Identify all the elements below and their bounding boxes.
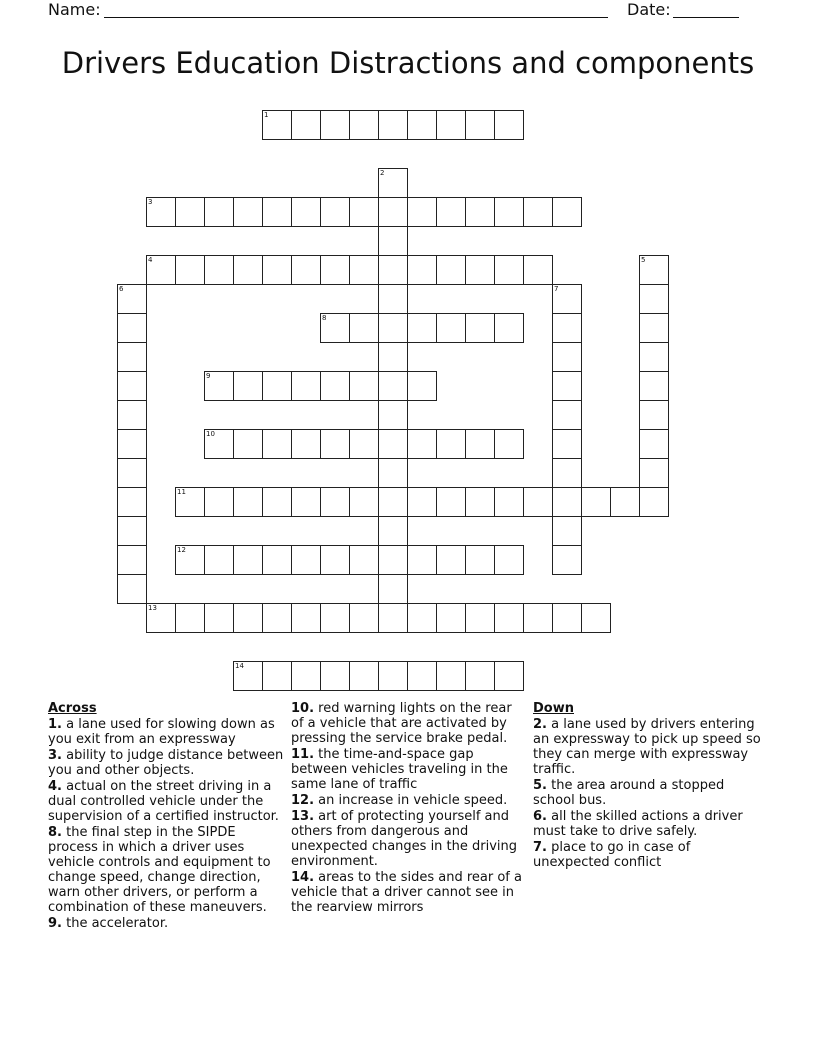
- clue-number: 9: [206, 372, 211, 380]
- date-label: Date:: [627, 0, 671, 19]
- clue-item: [533, 778, 769, 808]
- grid-cell[interactable]: [639, 313, 669, 343]
- grid-cell[interactable]: [291, 545, 321, 575]
- grid-cell[interactable]: [639, 400, 669, 430]
- clue-number: 7: [554, 285, 559, 293]
- grid-cell[interactable]: [378, 110, 408, 140]
- grid-cell[interactable]: [320, 603, 350, 633]
- grid-cell[interactable]: [320, 661, 350, 691]
- grid-cell[interactable]: [552, 284, 582, 314]
- clue-item-text: the area around a stopped school bus.: [533, 778, 725, 808]
- grid-cell[interactable]: [639, 487, 669, 517]
- grid-cell[interactable]: [465, 545, 495, 575]
- grid-cell[interactable]: [117, 458, 147, 488]
- grid-cell[interactable]: [146, 255, 176, 285]
- grid-cell[interactable]: [407, 255, 437, 285]
- clue-item: [48, 748, 284, 778]
- grid-cell[interactable]: [378, 661, 408, 691]
- grid-cell[interactable]: [378, 226, 408, 256]
- grid-cell[interactable]: [407, 371, 437, 401]
- grid-cell[interactable]: [552, 603, 582, 633]
- grid-cell[interactable]: [320, 429, 350, 459]
- grid-cell[interactable]: [262, 371, 292, 401]
- grid-cell[interactable]: [552, 400, 582, 430]
- grid-cell[interactable]: [349, 197, 379, 227]
- grid-cell[interactable]: [378, 603, 408, 633]
- grid-cell[interactable]: [378, 487, 408, 517]
- clue-item: [533, 840, 769, 870]
- grid-cell[interactable]: [291, 371, 321, 401]
- grid-cell[interactable]: [320, 487, 350, 517]
- grid-cell[interactable]: [407, 487, 437, 517]
- grid-cell[interactable]: [378, 197, 408, 227]
- grid-cell[interactable]: [291, 255, 321, 285]
- clue-item: [48, 779, 284, 824]
- grid-cell[interactable]: [494, 603, 524, 633]
- clue-item-number: 13.: [291, 809, 315, 824]
- clue-item-number: 9.: [48, 916, 62, 931]
- grid-cell[interactable]: [407, 197, 437, 227]
- grid-cell[interactable]: [552, 516, 582, 546]
- clue-item: [291, 870, 527, 915]
- clue-number: 5: [641, 256, 646, 264]
- clue-number: 12: [177, 546, 186, 554]
- grid-cell[interactable]: [523, 487, 553, 517]
- clue-item-number: 5.: [533, 778, 547, 793]
- clue-item-text: the accelerator.: [61, 916, 169, 931]
- grid-cell[interactable]: [204, 603, 234, 633]
- clue-item-text: actual on the street driving in a dual controlled vehicle under the supervision of a certified instructor.: [48, 779, 279, 824]
- grid-cell[interactable]: [639, 255, 669, 285]
- clue-item-text: ability to judge distance between you and other objects.: [48, 748, 284, 778]
- clue-number: 11: [177, 488, 186, 496]
- grid-cell[interactable]: [378, 400, 408, 430]
- grid-cell[interactable]: [262, 487, 292, 517]
- grid-cell[interactable]: [378, 284, 408, 314]
- grid-cell[interactable]: [262, 603, 292, 633]
- grid-cell[interactable]: [146, 603, 176, 633]
- grid-cell[interactable]: [494, 661, 524, 691]
- clue-number: 3: [148, 198, 153, 206]
- clue-item: [48, 717, 284, 747]
- grid-cell[interactable]: [465, 487, 495, 517]
- grid-cell[interactable]: [639, 284, 669, 314]
- grid-cell[interactable]: [523, 603, 553, 633]
- grid-cell[interactable]: [639, 458, 669, 488]
- grid-cell[interactable]: [320, 371, 350, 401]
- grid-cell[interactable]: [204, 197, 234, 227]
- grid-cell[interactable]: [552, 458, 582, 488]
- clue-item-text: all the skilled actions a driver must take to drive safely.: [533, 809, 743, 839]
- grid-cell[interactable]: [349, 110, 379, 140]
- grid-cell[interactable]: [233, 603, 263, 633]
- grid-cell[interactable]: [494, 487, 524, 517]
- grid-cell[interactable]: [320, 545, 350, 575]
- grid-cell[interactable]: [610, 487, 640, 517]
- grid-cell[interactable]: [407, 661, 437, 691]
- grid-cell[interactable]: [378, 574, 408, 604]
- grid-cell[interactable]: [262, 545, 292, 575]
- grid-cell[interactable]: [117, 400, 147, 430]
- grid-cell[interactable]: [378, 342, 408, 372]
- grid-cell[interactable]: [465, 429, 495, 459]
- down-clues-column: [533, 701, 769, 871]
- grid-cell[interactable]: [233, 255, 263, 285]
- grid-cell[interactable]: [552, 487, 582, 517]
- grid-cell[interactable]: [552, 313, 582, 343]
- clue-number: 6: [119, 285, 124, 293]
- grid-cell[interactable]: [117, 574, 147, 604]
- clue-number: 10: [206, 430, 215, 438]
- grid-cell[interactable]: [378, 545, 408, 575]
- clue-number: 13: [148, 604, 157, 612]
- grid-cell[interactable]: [378, 371, 408, 401]
- grid-cell[interactable]: [117, 545, 147, 575]
- clue-item: [48, 916, 284, 931]
- grid-cell[interactable]: [204, 545, 234, 575]
- grid-cell[interactable]: [639, 429, 669, 459]
- grid-cell[interactable]: [349, 255, 379, 285]
- clue-item: [533, 717, 769, 777]
- grid-cell[interactable]: [117, 342, 147, 372]
- grid-cell[interactable]: [494, 110, 524, 140]
- grid-cell[interactable]: [262, 429, 292, 459]
- grid-cell[interactable]: [436, 313, 466, 343]
- clue-item-text: the final step in the SIPDE process in which a driver uses vehicle controls and equipment to change speed, change direction, warn other drivers, or perform a combination of these maneuvers.: [48, 825, 271, 915]
- grid-cell[interactable]: [436, 545, 466, 575]
- grid-cell[interactable]: [465, 313, 495, 343]
- grid-cell[interactable]: [378, 516, 408, 546]
- grid-cell[interactable]: [552, 545, 582, 575]
- down-heading: Down: [533, 701, 574, 716]
- grid-cell[interactable]: [291, 429, 321, 459]
- grid-cell[interactable]: [320, 313, 350, 343]
- grid-cell[interactable]: [494, 545, 524, 575]
- grid-cell[interactable]: [204, 371, 234, 401]
- clue-item-number: 7.: [533, 840, 547, 855]
- grid-cell[interactable]: [349, 661, 379, 691]
- grid-cell[interactable]: [320, 255, 350, 285]
- grid-cell[interactable]: [291, 197, 321, 227]
- clue-item-text: areas to the sides and rear of a vehicle that a driver cannot see in the rearview mirrors: [291, 870, 522, 915]
- grid-cell[interactable]: [407, 545, 437, 575]
- grid-cell[interactable]: [581, 487, 611, 517]
- grid-cell[interactable]: [523, 255, 553, 285]
- grid-cell[interactable]: [233, 487, 263, 517]
- clue-item: [291, 793, 527, 808]
- grid-cell[interactable]: [349, 313, 379, 343]
- clue-number: 4: [148, 256, 153, 264]
- grid-cell[interactable]: [436, 110, 466, 140]
- clue-item-number: 12.: [291, 793, 315, 808]
- grid-cell[interactable]: [117, 487, 147, 517]
- clue-item: [48, 825, 284, 915]
- grid-cell[interactable]: [320, 197, 350, 227]
- clue-number: 8: [322, 314, 327, 322]
- across-clues-column-2: [291, 701, 527, 916]
- grid-cell[interactable]: [117, 516, 147, 546]
- grid-cell[interactable]: [465, 255, 495, 285]
- clue-item-number: 2.: [533, 717, 547, 732]
- grid-cell[interactable]: [639, 342, 669, 372]
- clue-item-text: a lane used by drivers entering an expressway to pick up speed so they can merge with expressway traffic.: [533, 717, 761, 777]
- clue-number: 2: [380, 169, 385, 177]
- grid-cell[interactable]: [175, 197, 205, 227]
- grid-cell[interactable]: [407, 110, 437, 140]
- clue-item-number: 6.: [533, 809, 547, 824]
- grid-cell[interactable]: [465, 197, 495, 227]
- grid-cell[interactable]: [233, 371, 263, 401]
- grid-cell[interactable]: [581, 603, 611, 633]
- clue-item-number: 8.: [48, 825, 62, 840]
- clue-item-number: 11.: [291, 747, 315, 762]
- grid-cell[interactable]: [552, 342, 582, 372]
- grid-cell[interactable]: [117, 371, 147, 401]
- grid-cell[interactable]: [552, 197, 582, 227]
- clue-item-number: 14.: [291, 870, 315, 885]
- grid-cell[interactable]: [378, 255, 408, 285]
- grid-cell[interactable]: [204, 255, 234, 285]
- clue-item-number: 1.: [48, 717, 62, 732]
- grid-cell[interactable]: [552, 429, 582, 459]
- across-heading: Across: [48, 701, 97, 716]
- clue-item-text: art of protecting yourself and others from dangerous and unexpected changes in the driving environment.: [291, 809, 518, 869]
- grid-cell[interactable]: [262, 110, 292, 140]
- grid-cell[interactable]: [436, 255, 466, 285]
- grid-cell[interactable]: [291, 487, 321, 517]
- grid-cell[interactable]: [291, 603, 321, 633]
- grid-cell[interactable]: [262, 255, 292, 285]
- grid-cell[interactable]: [175, 487, 205, 517]
- grid-cell[interactable]: [378, 429, 408, 459]
- clue-item-number: 3.: [48, 748, 62, 763]
- name-label: Name:: [48, 0, 101, 19]
- grid-cell[interactable]: [436, 661, 466, 691]
- clue-item: [533, 809, 769, 839]
- grid-cell[interactable]: [349, 487, 379, 517]
- grid-cell[interactable]: [291, 110, 321, 140]
- grid-cell[interactable]: [146, 197, 176, 227]
- grid-cell[interactable]: [465, 661, 495, 691]
- grid-cell[interactable]: [436, 487, 466, 517]
- grid-cell[interactable]: [494, 197, 524, 227]
- grid-cell[interactable]: [262, 661, 292, 691]
- clue-item-number: 10.: [291, 701, 315, 716]
- grid-cell[interactable]: [117, 284, 147, 314]
- clue-item-text: red warning lights on the rear of a vehicle that are activated by pressing the service brake pedal.: [291, 701, 512, 746]
- clue-item-text: an increase in vehicle speed.: [314, 793, 508, 808]
- grid-cell[interactable]: [407, 313, 437, 343]
- grid-cell[interactable]: [407, 603, 437, 633]
- grid-cell[interactable]: [465, 110, 495, 140]
- grid-cell[interactable]: [494, 429, 524, 459]
- grid-cell[interactable]: [494, 313, 524, 343]
- grid-cell[interactable]: [233, 545, 263, 575]
- grid-cell[interactable]: [117, 429, 147, 459]
- grid-cell[interactable]: [436, 429, 466, 459]
- clue-item-number: 4.: [48, 779, 62, 794]
- grid-cell[interactable]: [233, 429, 263, 459]
- grid-cell[interactable]: [349, 603, 379, 633]
- grid-cell[interactable]: [204, 487, 234, 517]
- grid-cell[interactable]: [233, 197, 263, 227]
- grid-cell[interactable]: [175, 603, 205, 633]
- grid-cell[interactable]: [320, 110, 350, 140]
- grid-cell[interactable]: [117, 313, 147, 343]
- clue-item: [291, 809, 527, 869]
- page-title: Drivers Education Distractions and components: [61, 46, 755, 80]
- grid-cell[interactable]: [262, 197, 292, 227]
- clue-number: 14: [235, 662, 244, 670]
- clue-item-text: place to go in case of unexpected conflict: [533, 840, 691, 870]
- grid-cell[interactable]: [378, 313, 408, 343]
- grid-cell[interactable]: [523, 197, 553, 227]
- grid-cell[interactable]: [349, 545, 379, 575]
- grid-cell[interactable]: [349, 429, 379, 459]
- grid-cell[interactable]: [349, 371, 379, 401]
- grid-cell[interactable]: [378, 168, 408, 198]
- grid-cell[interactable]: [378, 458, 408, 488]
- grid-cell[interactable]: [494, 255, 524, 285]
- clue-number: 1: [264, 111, 269, 119]
- across-clues-column-1: [48, 701, 284, 932]
- grid-cell[interactable]: [639, 371, 669, 401]
- grid-cell[interactable]: [407, 429, 437, 459]
- grid-cell[interactable]: [175, 255, 205, 285]
- clue-item-text: the time-and-space gap between vehicles traveling in the same lane of traffic: [291, 747, 508, 792]
- clue-item-text: a lane used for slowing down as you exit from an expressway: [48, 717, 275, 747]
- clue-item: [291, 747, 527, 792]
- clue-item: [291, 701, 527, 746]
- grid-cell[interactable]: [436, 197, 466, 227]
- grid-cell[interactable]: [291, 661, 321, 691]
- grid-cell[interactable]: [233, 661, 263, 691]
- grid-cell[interactable]: [465, 603, 495, 633]
- grid-cell[interactable]: [552, 371, 582, 401]
- grid-cell[interactable]: [175, 545, 205, 575]
- grid-cell[interactable]: [436, 603, 466, 633]
- grid-cell[interactable]: [204, 429, 234, 459]
